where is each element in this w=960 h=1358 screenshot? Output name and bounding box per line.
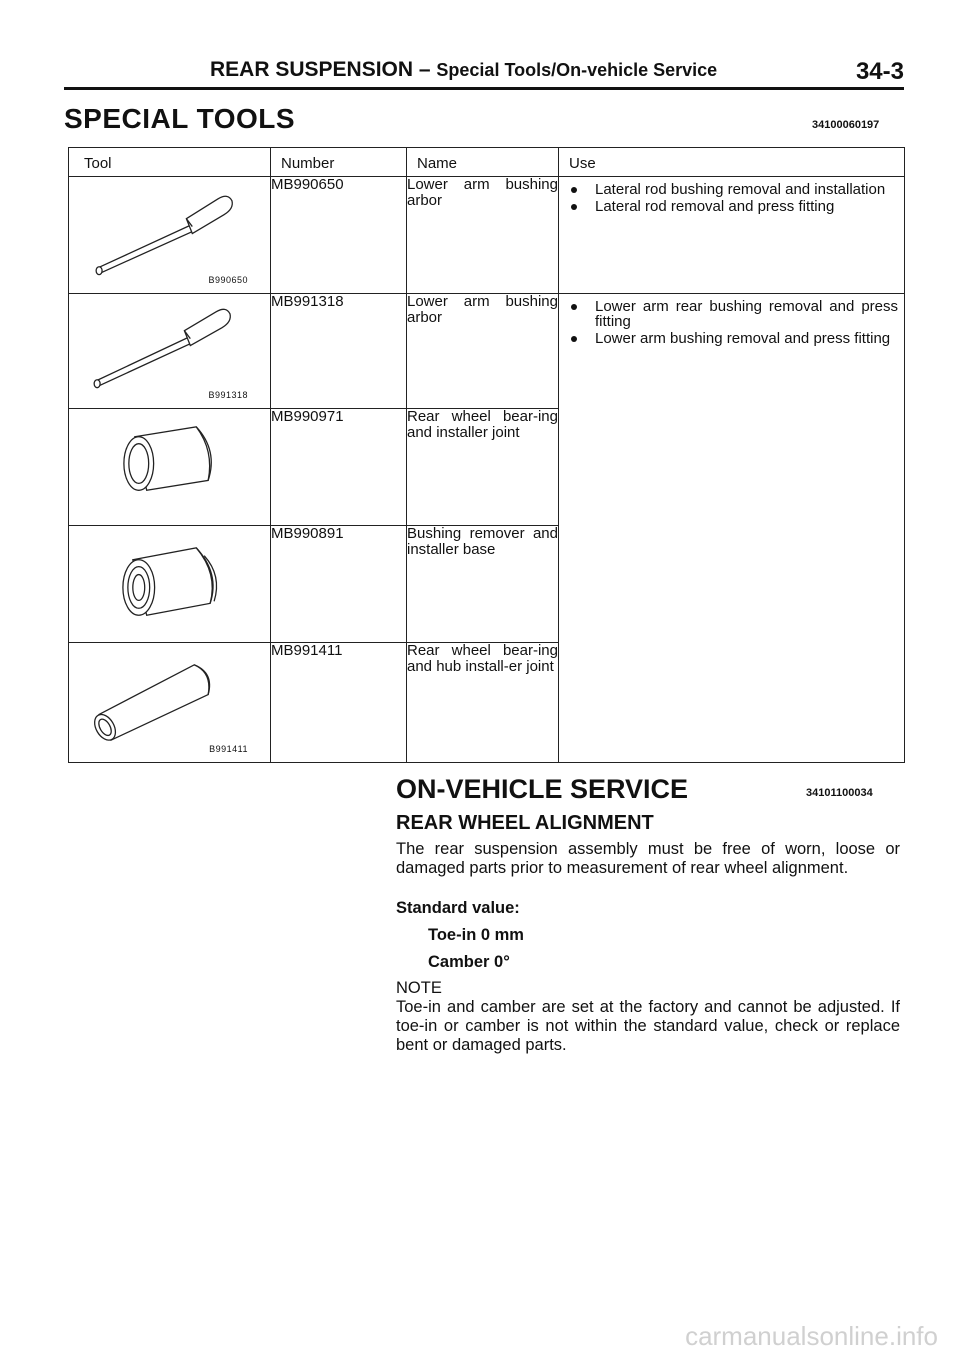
tool-number: MB990971 [271,409,407,526]
tool-number: MB991411 [271,643,407,763]
on-vehicle-service-title: ON-VEHICLE SERVICE [396,774,689,804]
list-item: Lateral rod bushing removal and installation [567,182,898,197]
note-paragraph: Toe-in and camber are set at the factory and cannot be adjusted. If toe-in or camber is not within the standard value, check or replace bent or damaged parts. [396,998,900,1054]
header-rule [64,87,904,90]
special-tools-title: SPECIAL TOOLS [64,103,296,134]
tool-use-cell [559,294,905,763]
list-item: Lateral rod removal and press fitting [567,199,898,214]
table-row [69,177,905,294]
tool-code: B991411 [209,744,248,754]
on-vehicle-ref-code: 34101100034 [806,787,873,799]
tool-name: Rear wheel bear-ing and hub install-er joint [407,643,559,763]
tool-name: Rear wheel bear-ing and installer joint [407,409,559,526]
camber-value: Camber 0° [428,953,510,971]
tool-number: MB991318 [271,294,407,409]
standard-value-label: Standard value: [396,899,520,917]
tool-use-cell [559,177,905,294]
tool-image-cell [69,526,271,643]
header-title-sub: Special Tools/On-vehicle Service [436,60,718,80]
rear-wheel-alignment-title: REAR WHEEL ALIGNMENT [396,812,654,834]
note-label: NOTE [396,979,442,997]
page-header [64,58,904,86]
use-list [559,294,904,346]
tool-image-cell [69,177,271,294]
cylinder-base-icon [69,526,270,642]
tool-number: MB990650 [271,177,407,294]
tool-image-cell [69,643,271,763]
column-header-tool: Tool [69,148,271,177]
header-title-main: REAR SUSPENSION [210,58,414,81]
tool-code: B991318 [208,390,248,400]
column-header-use: Use [559,148,905,177]
tool-name: Lower arm bushing arbor [407,294,559,409]
header-title-separator: – [413,58,437,81]
table-header-row [69,148,905,177]
column-header-name: Name [407,148,559,177]
list-item: Lower arm rear bushing removal and press fitting [567,299,898,329]
list-item: Lower arm bushing removal and press fitting [567,331,898,346]
tool-code: B990650 [208,275,248,285]
tool-number: MB990891 [271,526,407,643]
special-tools-ref-code: 34100060197 [812,119,880,131]
toe-in-value: Toe-in 0 mm [428,926,524,944]
tool-name: Lower arm bushing arbor [407,177,559,294]
alignment-intro-paragraph: The rear suspension assembly must be free of worn, loose or damaged parts prior to measurement of rear wheel alignment. [396,840,900,877]
special-tools-table [68,147,905,763]
column-header-number: Number [271,148,407,177]
cylinder-joint-icon [69,409,270,525]
page-number: 34-3 [855,58,904,85]
tool-image-cell [69,409,271,526]
use-list [559,177,904,214]
watermark: carmanualsonline.info [685,1321,938,1351]
header-title [210,58,717,82]
tool-name: Bushing remover and installer base [407,526,559,643]
table-row [69,294,905,409]
tool-image-cell [69,294,271,409]
